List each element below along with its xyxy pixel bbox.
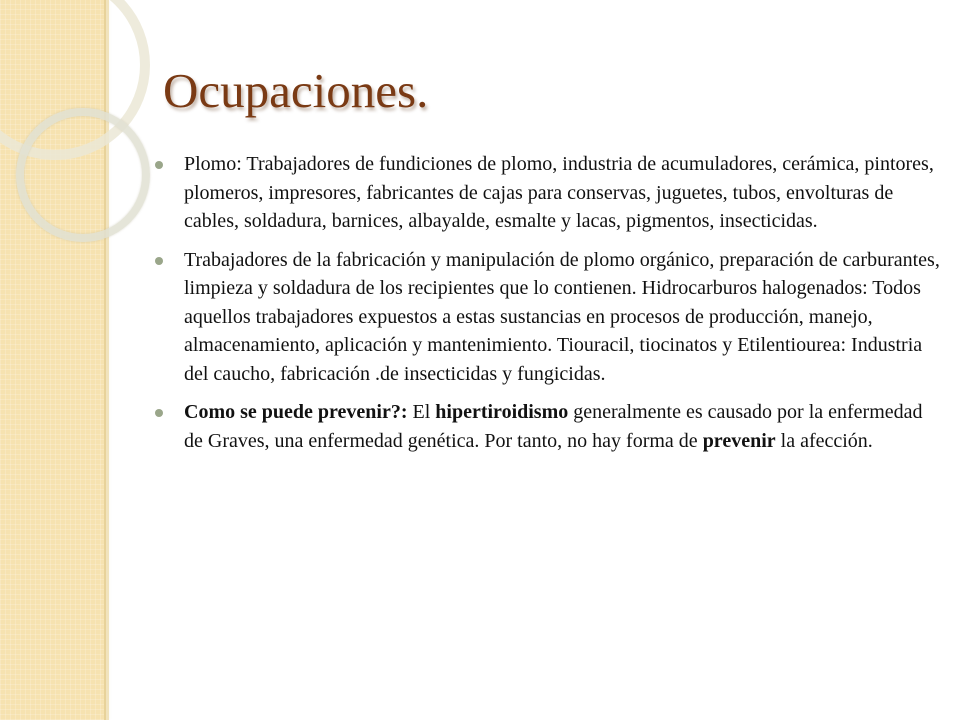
bullet-text-part: El <box>407 401 436 423</box>
bullet-text-part: la afección. <box>775 429 873 452</box>
bullet-text-part: Plomo: Trabajadores de fundiciones de plomo, industria de acumuladores, cerámica, pintores, plomeros, impresores, fabricantes de cajas para conservas, juguetes, tubos, envolturas de cables, soldadura, barnices, albayalde, esmalte y lacas, pigmentos, insecticidas. <box>184 153 934 232</box>
bullet-item <box>150 150 940 236</box>
bullet-text <box>184 153 934 232</box>
bullet-text-bold: Como se puede prevenir?: <box>184 401 408 423</box>
bullet-text-bold: prevenir <box>702 429 776 452</box>
bullet-text <box>184 249 940 385</box>
bullet-item <box>150 246 940 389</box>
bullet-text-bold: hipertiroidismo <box>435 401 569 423</box>
bullet-item <box>150 398 940 455</box>
bullet-text-part: generalmente es causado por la enfermedad de Graves, una enfermedad genética. Por tanto, no hay forma de <box>184 401 923 452</box>
bullet-text <box>184 401 923 452</box>
decorative-side-panel <box>0 0 106 720</box>
bullet-icon <box>155 257 163 265</box>
slide-title: Ocupaciones. <box>163 63 429 118</box>
bullet-icon <box>155 161 163 169</box>
bullet-icon <box>155 409 163 417</box>
bullet-text-part: Trabajadores de la fabricación y manipulación de plomo orgánico, preparación de carburantes, limpieza y soldadura de los recipientes que lo contienen. Hidrocarburos halogenados: Todos aquellos trabajadores expuestos a estas sustancias en procesos de producción, manejo, almacenamiento, aplicación y mantenimiento. Tiouracil, tiocinatos y Etilentiourea: Industria del caucho, fabricación .de insecticidas y fungicidas. <box>184 248 940 385</box>
bullet-list <box>150 150 940 465</box>
